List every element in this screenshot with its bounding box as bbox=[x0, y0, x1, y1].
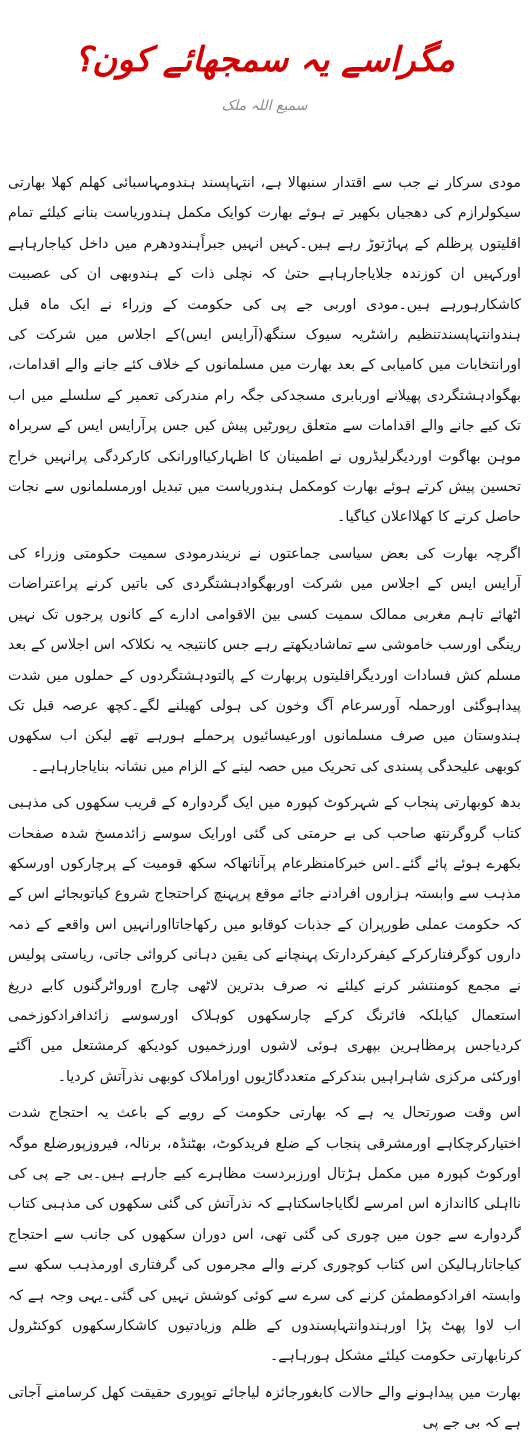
article-paragraph: بھارت میں پیداہونے والے حالات کابغورجائزہ لیاجائے توپوری حقیقت کھل کرسامنے آجاتی ہے کہ بی جے پی bbox=[8, 1384, 521, 1432]
article-paragraph: اگرچہ بھارت کی بعض سیاسی جماعتوں نے نریندرمودی سمیت حکومتی وزراء کی آرایس ایس کے اجلاس میں شرکت اوربھگوادہشتگردی کی باتیں کرنے پراعتراضات اٹھائے تاہم مغربی ممالک سمیت کسی بین الاقوامی ادارے کے کانوں پرجوں تک نہیں رینگی اورسب خاموشی سے تماشادیکھتے رہے جس کانتیجہ یہ نکلاکہ اس اجلاس کے بعد مسلم کش فسادات اوردیگراقلیتوں پربھارت کے پالتودہشتگردوں کے حملوں میں شدت پیداہوگئی اورحملہ آورسرعام آگ وخون کی ہولی کھیلنے لگے۔کچھ عرصہ قبل تک ہندوستان میں صرف مسلمانوں اورعیسائیوں پرحملے ہورہے تھے لیکن اب سکھوں کوبھی علیحدگی پسندی کی تحریک میں حصہ لینے کے الزام میں نشانہ بنایاجارہاہے۔ bbox=[8, 545, 521, 775]
article-paragraph: بدھ کوبھارتی پنجاب کے شہرکوٹ کپورہ میں ایک گردوارہ کے قریب سکھوں کی مذہبی کتاب گروگرنتھ صاحب کی بے حرمتی کی گئی اورایک سوسے زائدمسخ شدہ صفحات بکھرے ہوئے پائے گئے۔اس خبرکامنظرعام پرآناتھاکہ سکھ قومیت کے پرچارکوں اورسکھ مذہب سے وابستہ ہزاروں افرادنے جائے موقع پرپہنچ کراحتجاج شروع کیاتوبجائے اس کے کہ حکومت عملی طورپران کے جذبات کوقابو میں رکھاجاتااورانہیں اس واقعے کے ذمہ داروں کوگرفتارکرکے کیفرکردارتک پہنچانے کی یقین دہانی کروائی جاتی، ریاستی پولیس نے مجمع کومنتشر کرنے کیلئے نہ صرف بدترین لاٹھی چارج اورواٹرگنوں کابے دریغ استعمال کیابلکہ فائرنگ کرکے چارسکھوں کوہلاک اورسوسے زائدافرادکوزخمی کردیاجس پرمظاہرین بپھری ہوئی لاشوں اورزخمیوں کودیکھ کرمشتعل میں آگئے اورکئی مرکزی شاہراہیں بندکرکے متعددگاڑیوں اوراملاک کوبھی نذرآتش کردیا۔ bbox=[8, 795, 521, 1085]
article-paragraph: مودی سرکار نے جب سے اقتدار سنبھالا ہے، انتہاپسند ہندومہاسبائی کھلم کھلا بھارتی سیکولرازم کی دھجیاں بکھیر تے ہوئے بھارت کوایک مکمل ہندوریاست بنانے کیلئے تمام اقلیتوں پرظلم کے پہاڑتوڑ رہے ہیں۔کہیں انہیں جبراًہندودھرم میں داخل کیاجارہاہے اورکہیں ان کوزندہ جلایاجارہاہے حتیٰ کہ نچلی ذات کے ہندوبھی ان کی عصبیت کاشکارہورہے ہیں۔مودی اوربی جے پی کی حکومت کے وزراء نے ایک ماہ قبل ہندوانتہاپسندتنظیم راشٹریہ سیوک سنگھ(آرایس ایس)کے اجلاس میں شرکت کی اورانتخابات میں کامیابی کے بعد بھارت میں مسلمانوں کے خلاف کئے جانے والے اقدامات، بھگوادہشتگردی پھیلانے اوربابری مسجدکی جگہ رام مندرکی تعمیر کے سلسلے میں اب تک کیے جانے والے اقدامات سے متعلق رپورٹیں پیش کیں جس پرآرایس ایس کے سربراہ موہن بھاگوت اوردیگرلیڈروں نے اطمینان کا اظہارکیااورانکی کارکردگی پرانہیں خراج تحسین پیش کرتے ہوئے بھارت کومکمل ہندوریاست میں تبدیل اورمسلمانوں سے نجات حاصل کرنے کا کھلااعلان کیاگیا۔ bbox=[8, 175, 521, 526]
author-byline: سمیع اللہ ملک bbox=[221, 98, 308, 114]
article-paragraph: اس وقت صورتحال یہ ہے کہ بھارتی حکومت کے رویے کے باعث یہ احتجاج شدت اختیارکرچکاہے اورمشرقی پنجاب کے ضلع فریدکوٹ، بھٹنڈہ، برنالہ، فیروزپورضلع موگہ اورکوٹ کپورہ میں مکمل ہڑتال اورزبردست مظاہرے کیے جارہے ہیں۔بی جے پی کی نااہلی کااندازہ اس امرسے لگایاجاسکتاہے کہ نذرآتش کی گئی سکھوں کی مذہبی کتاب گردوارے سے جون میں چوری کی گئی تھی، اس دوران سکھوں کی جانب سے احتجاج کیاجاتارہالیکن اس کتاب کوچوری کرنے والے مجرموں کی گرفتاری اورمذہب سکھ سے وابستہ افرادکومطمئن کرنے کی سرے سے کوئی کوشش نہیں کی گئی۔یہی وجہ ہے کہ اب لاوا پھٹ پڑا اورہندوانتہاپسندوں کے ظلم وزیادتیوں کاشکارسکھوں کوکنٹرول کرنابھارتی حکومت کیلئے مشکل ہورہاہے۔ bbox=[8, 1105, 521, 1365]
article-body bbox=[8, 168, 521, 1439]
article-title: مگراسے یہ سمجھائے کون؟ bbox=[74, 40, 455, 80]
